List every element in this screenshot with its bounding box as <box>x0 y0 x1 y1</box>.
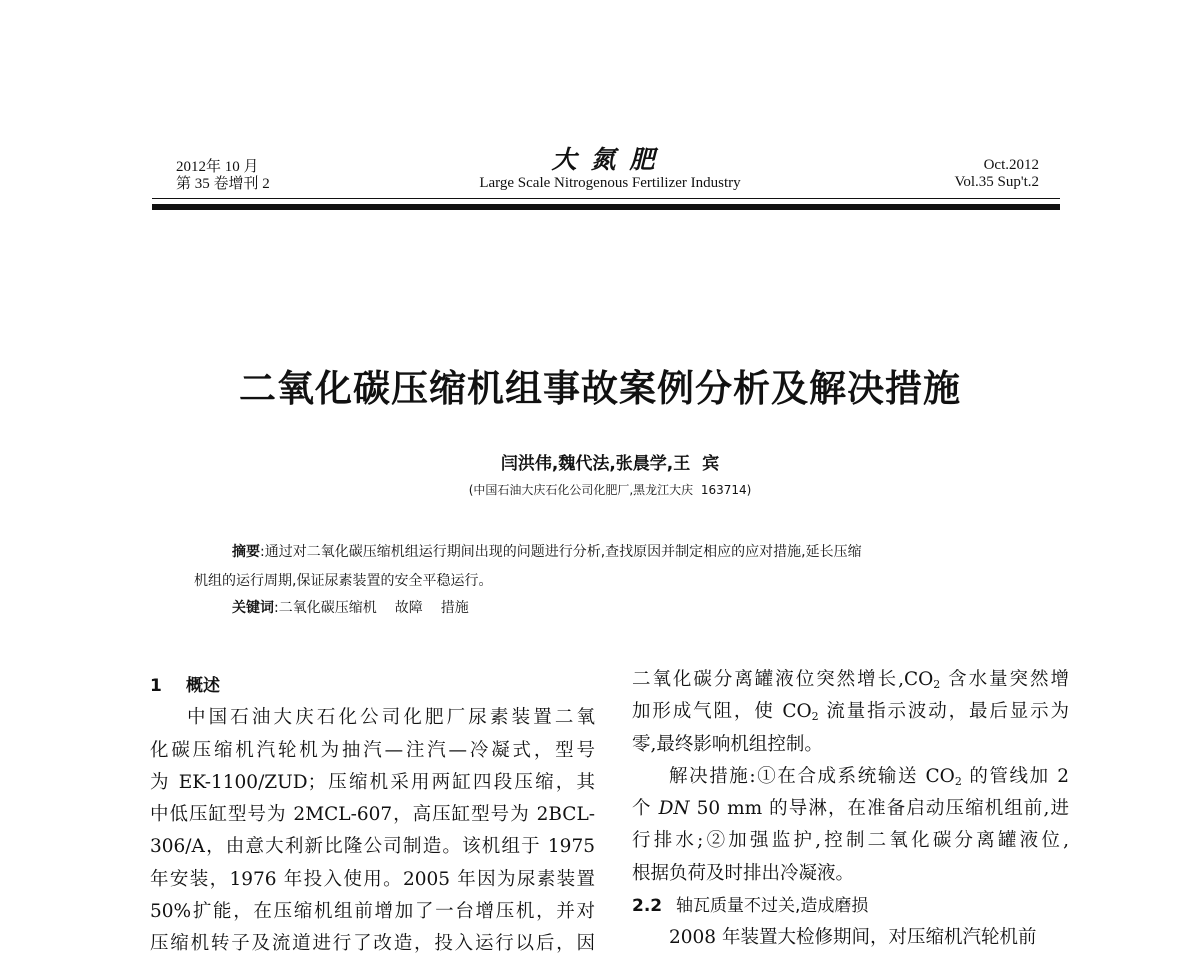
issue-volume-cn: 第 35 卷增刊 2 <box>176 176 270 192</box>
keywords-label: 关键词 <box>232 600 274 616</box>
subscript: 2 <box>954 774 962 788</box>
article-affiliation: (中国石油大庆石化公司化肥厂,黑龙江大庆 163714) <box>468 483 752 497</box>
body-line <box>632 664 1069 696</box>
header-rule-thick <box>152 204 1060 210</box>
body-line: 化碳压缩机汽轮机为抽汽—注汽—冷凝式，型号 <box>150 739 595 761</box>
header-right <box>954 157 1039 191</box>
text-run: 含水量突然增 <box>940 669 1069 690</box>
text-run: 的管线加 2 <box>961 765 1069 787</box>
body-line: 中低压缸型号为 2MCL-607，高压缸型号为 2BCL- <box>150 804 595 826</box>
body-line <box>632 696 1069 728</box>
body-line: 50%扩能，在压缩机组前增加了一台增压机，并对 <box>150 901 595 923</box>
section-heading-2-2 <box>632 890 1069 922</box>
body-line: 306/A，由意大利新比隆公司制造。该机组于 1975 <box>150 836 595 858</box>
body-line <box>632 793 1069 825</box>
body-line: 根据负荷及时排出冷凝液。 <box>632 862 855 884</box>
text-run: 流量指示波动，最后显示为 <box>818 701 1069 723</box>
body-line <box>632 761 1069 793</box>
section-title: 轴瓦质量不过关,造成磨损 <box>676 896 869 917</box>
keywords-sep: : <box>274 600 279 616</box>
subscript: 2 <box>811 710 819 724</box>
body-line: 年安装，1976 年投入使用。2005 年因为尿素装置 <box>150 868 595 890</box>
body-line: 行排水;②加强监护,控制二氧化碳分离罐液位, <box>632 830 1069 852</box>
abstract-text-1: 通过对二氧化碳压缩机组运行期间出现的问题进行分析,查找原因并制定相应的应对措施,延长压缩 <box>264 544 862 560</box>
text-run: 加形成气阻，使 CO <box>632 701 812 723</box>
keyword-item: 措施 <box>440 600 469 616</box>
header-rule-thin <box>152 198 1060 199</box>
abstract-text-2: 机组的运行周期,保证尿素装置的安全平稳运行。 <box>194 573 493 589</box>
section-heading-1 <box>150 670 595 702</box>
section-number: 2.2 <box>632 896 663 917</box>
text-run: 解决措施:①在合成系统输送 CO <box>669 765 955 787</box>
body-line: 为 EK-1100/ZUD；压缩机采用两缸四段压缩，其 <box>150 771 595 793</box>
header-left <box>176 159 270 193</box>
issue-date-cn: 2012年 10 月 <box>176 159 259 175</box>
keyword-item: 二氧化碳压缩机 <box>278 600 377 616</box>
keyword-item: 故障 <box>394 600 423 616</box>
body-line: 压缩机转子及流道进行了改造，投入运行以后，因 <box>150 933 595 955</box>
text-run: 二氧化碳分离罐液位突然增长,CO <box>632 669 934 690</box>
issue-volume-en: Vol.35 Sup't.2 <box>954 174 1039 190</box>
abstract-sep: : <box>260 544 265 560</box>
abstract-line-2 <box>194 567 1034 596</box>
left-column <box>150 670 595 961</box>
abstract-label: 摘要 <box>232 544 260 560</box>
issue-date-en: Oct.2012 <box>983 157 1039 173</box>
journal-name-en: Large Scale Nitrogenous Fertilizer Industry <box>479 175 741 191</box>
section-title: 概述 <box>186 676 220 696</box>
italic-symbol: DN <box>658 798 690 820</box>
body-line: 零,最终影响机组控制。 <box>632 733 823 755</box>
text-run: 50 mm 的导淋，在准备启动压缩机组前,进 <box>689 798 1069 820</box>
abstract-line-1 <box>194 538 1034 567</box>
journal-logo: 大氮肥 <box>551 145 669 174</box>
subscript: 2 <box>933 678 941 691</box>
right-column <box>632 664 1069 955</box>
section-number: 1 <box>150 676 162 696</box>
header-center <box>440 146 780 192</box>
body-line: 中国石油大庆石化公司化肥厂尿素装置二氧 <box>187 707 595 729</box>
abstract <box>194 538 1034 596</box>
text-run: 个 <box>632 798 659 820</box>
body-line: 2008 年装置大检修期间，对压缩机汽轮机前 <box>669 927 1037 949</box>
keywords <box>232 597 487 619</box>
article-title: 二氧化碳压缩机组事故案例分析及解决措施 <box>239 367 961 410</box>
article-authors: 闫洪伟,魏代法,张晨学,王 宾 <box>500 454 720 474</box>
